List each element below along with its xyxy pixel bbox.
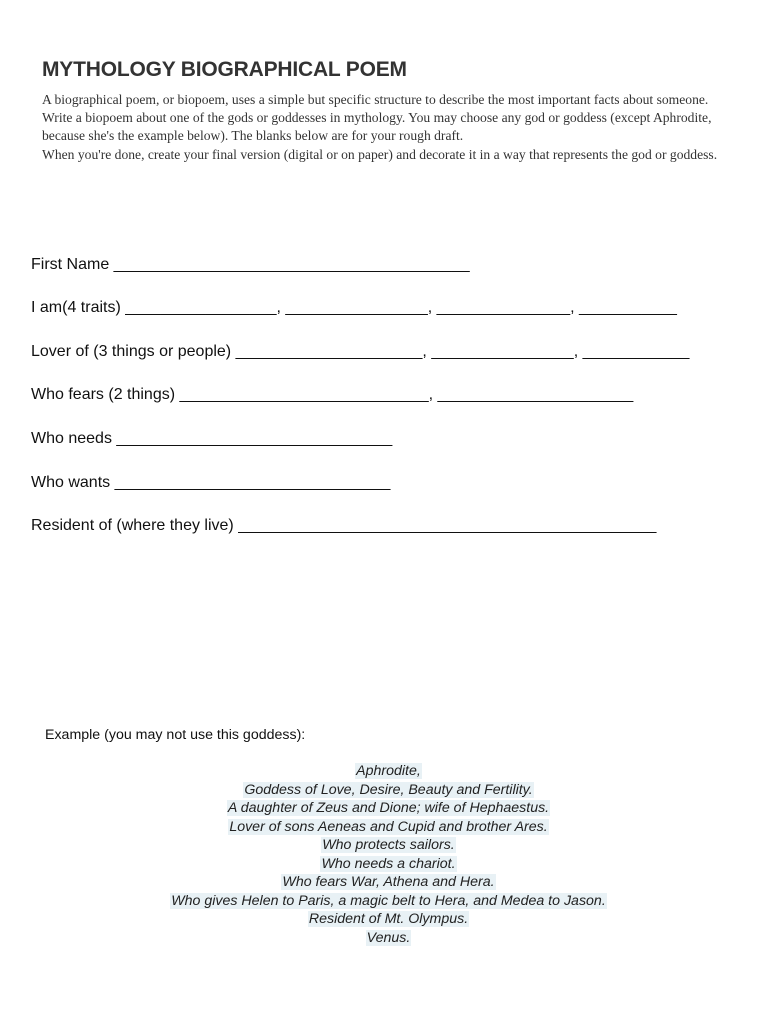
field-needs: Who needs _______________________________ [31, 430, 393, 447]
field-wants: Who wants _______________________________ [31, 474, 391, 491]
page-title: MYTHOLOGY BIOGRAPHICAL POEM [42, 58, 407, 81]
instructions-paragraph: Write a biopoem about one of the gods or goddesses in mythology. You may choose any god or goddess (except Aphrodite, because she's the example below). The blanks below are for your rough draft. [42, 110, 712, 144]
instructions-paragraph: When you're done, create your final version (digital or on paper) and decorate it in a way that represents the god or goddess. [42, 146, 718, 162]
field-lover-of: Lover of (3 things or people) _____________________, ________________, ____________ [31, 343, 690, 360]
example-poem [0, 762, 768, 947]
instructions-paragraph: A biographical poem, or biopoem, uses a simple but specific structure to describe the most important facts about someone. [42, 92, 709, 107]
poem-line: Who fears War, Athena and Hera. [282, 874, 495, 890]
poem-line: A daughter of Zeus and Dione; wife of Hephaestus. [227, 800, 550, 816]
poem-line: Who needs a chariot. [321, 855, 456, 872]
example-label: Example (you may not use this goddess): [45, 727, 306, 743]
field-fears: Who fears (2 things) ____________________________, ______________________ [31, 386, 634, 403]
poem-line: Resident of Mt. Olympus. [308, 911, 469, 927]
poem-line: Who protects sailors. [322, 837, 455, 853]
instructions [42, 91, 742, 164]
poem-line: Who gives Helen to Paris, a magic belt to Hera, and Medea to Jason. [171, 892, 606, 909]
poem-line: Venus. [366, 929, 411, 946]
field-first-name: First Name ________________________________________ [31, 256, 470, 273]
poem-line: Aphrodite, [356, 763, 421, 779]
field-resident-of: Resident of (where they live) _______________________________________________ [31, 517, 657, 534]
field-traits: I am(4 traits) _________________, ________________, _______________, ___________ [31, 299, 677, 316]
poem-line: Lover of sons Aeneas and Cupid and brother Ares. [229, 818, 548, 835]
poem-line: Goddess of Love, Desire, Beauty and Fertility. [244, 781, 533, 798]
